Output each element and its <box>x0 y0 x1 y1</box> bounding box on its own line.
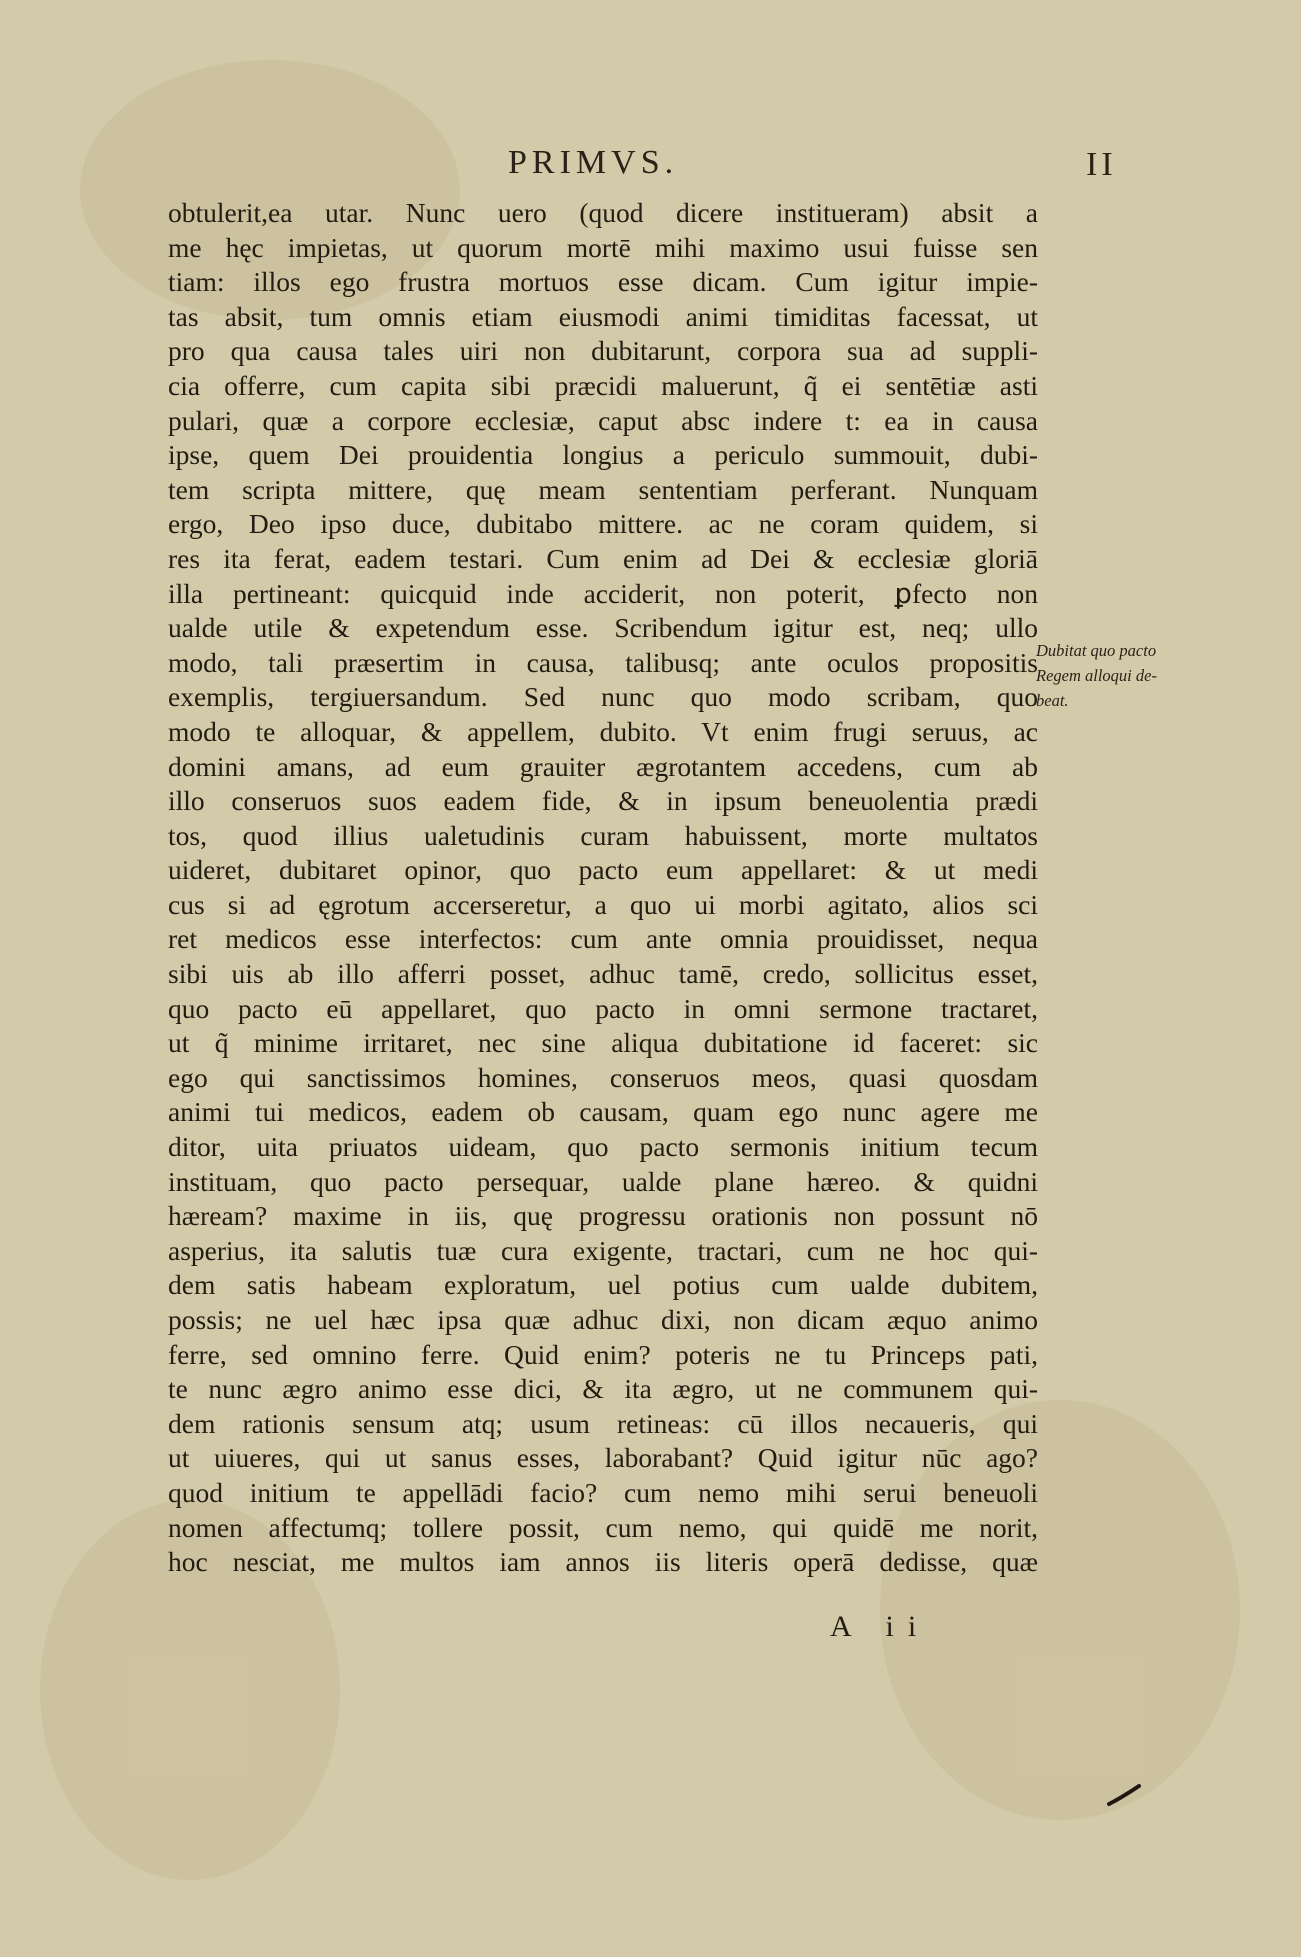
text-line: sibi uis ab illo afferri posset, adhuc tamē, credo, sollicitus esset, <box>168 958 1038 990</box>
text-line: quo pacto eū appellaret, quo pacto in omni sermone tractaret, <box>168 992 1038 1024</box>
text-line: ego qui sanctissimos homines, conseruos meos, quasi quosdam <box>168 1061 1038 1093</box>
text-line: res ita ferat, eadem testari. Cum enim ad Dei & ecclesiæ gloriā <box>168 542 1038 574</box>
text-line: cus si ad ęgrotum accerseretur, a quo ui morbi agitato, alios sci <box>168 888 1038 920</box>
text-line: illo conseruos suos eadem fide, & in ipsum beneuolentia prædi <box>168 785 1038 817</box>
text-line: ferre, sed omnino ferre. Quid enim? poteris ne tu Princeps pati, <box>168 1338 1038 1370</box>
text-line: tos, quod illius ualetudinis curam habuissent, morte multatos <box>168 819 1038 851</box>
text-line: obtulerit,ea utar. Nunc uero (quod dicere institueram) absit a <box>168 197 1038 228</box>
text-line: dem satis habeam exploratum, uel potius cum ualde dubitem, <box>168 1269 1038 1301</box>
text-line: hæream? maxime in iis, quę progressu orationis non possunt nō <box>168 1200 1038 1232</box>
text-line: animi tui medicos, eadem ob causam, quam ego nunc agere me <box>168 1096 1038 1128</box>
text-line: possis; ne uel hæc ipsa quæ adhuc dixi, non dicam æquo animo <box>168 1304 1038 1335</box>
text-line: instituam, quo pacto persequar, ualde plane hæreo. & quidni <box>168 1165 1038 1197</box>
text-line: uideret, dubitaret opinor, quo pacto eum appellaret: & ut medi <box>168 854 1038 886</box>
text-line: tiam: illos ego frustra mortuos esse dicam. Cum igitur impie- <box>168 266 1038 298</box>
text-line: illa pertineant: quicquid inde acciderit, non poterit, ꝑfecto non <box>168 577 1038 609</box>
text-line: ret medicos esse interfectos: cum ante omnia prouidisset, nequa <box>168 923 1038 955</box>
margin-note-line: Regem alloqui de- <box>1036 666 1157 685</box>
text-line: cia offerre, cum capita sibi præcidi maluerunt, q̃ ei sentētiæ asti <box>168 369 1038 401</box>
text-line: tas absit, tum omnis etiam eiusmodi animi timiditas facessat, ut <box>168 300 1038 332</box>
text-line: me hęc impietas, ut quorum mortē mihi maximo usui fuisse sen <box>168 231 1038 263</box>
folio-number: II <box>1086 146 1117 183</box>
text-line: modo, tali præsertim in causa, talibusq; ante oculos propositis <box>168 646 1038 678</box>
text-line: tem scripta mittere, quę meam sententiam perferant. Nunquam <box>168 473 1038 505</box>
text-line: dem rationis sensum atq; usum retineas: cū illos necaueris, qui <box>168 1407 1038 1439</box>
text-line: ergo, Deo ipso duce, dubitabo mittere. ac ne coram quidem, si <box>168 508 1038 540</box>
text-line: ditor, uita priuatos uideam, quo pacto sermonis initium tecum <box>168 1131 1038 1163</box>
text-line: ut uiueres, qui ut sanus esses, laborabant? Quid igitur nūc ago? <box>168 1442 1038 1474</box>
text-line: te nunc ægro animo esse dici, & ita ægro, ut ne communem qui- <box>168 1373 1038 1405</box>
text-line: ualde utile & expetendum esse. Scribendum igitur est, neq; ullo <box>168 612 1038 644</box>
body-text <box>168 196 1038 1580</box>
ink-mark <box>1105 1780 1145 1810</box>
text-line: pro qua causa tales uiri non dubitarunt, corpora sua ad suppli- <box>168 335 1038 367</box>
text-line: pulari, quæ a corpore ecclesiæ, caput absc indere t: ea in causa <box>168 404 1038 436</box>
text-line: exemplis, tergiuersandum. Sed nunc quo modo scribam, quo <box>168 681 1038 713</box>
text-line: asperius, ita salutis tuæ cura exigente, tractari, cum ne hoc qui- <box>168 1234 1038 1266</box>
margin-note <box>1036 638 1206 713</box>
text-line: ut q̃ minime irritaret, nec sine aliqua dubitatione id faceret: sic <box>168 1027 1038 1059</box>
margin-note-line: beat. <box>1036 691 1069 710</box>
text-line: nomen affectumq; tollere possit, cum nemo, qui quidē me norit, <box>168 1511 1038 1543</box>
text-line: hoc nesciat, me multos iam annos iis literis operā dedisse, quæ <box>168 1546 1038 1578</box>
signature-mark: A ii <box>830 1610 931 1643</box>
text-line: modo te alloquar, & appellem, dubito. Vt enim frugi seruus, ac <box>168 715 1038 747</box>
text-line: quod initium te appellādi facio? cum nemo mihi serui beneuoli <box>168 1476 1038 1508</box>
text-line: ipse, quem Dei prouidentia longius a periculo summouit, dubi- <box>168 439 1038 471</box>
margin-note-line: Dubitat quo pacto <box>1036 641 1157 660</box>
running-head: PRIMVS. <box>508 144 679 181</box>
text-line: domini amans, ad eum grauiter ægrotantem accedens, cum ab <box>168 750 1038 782</box>
